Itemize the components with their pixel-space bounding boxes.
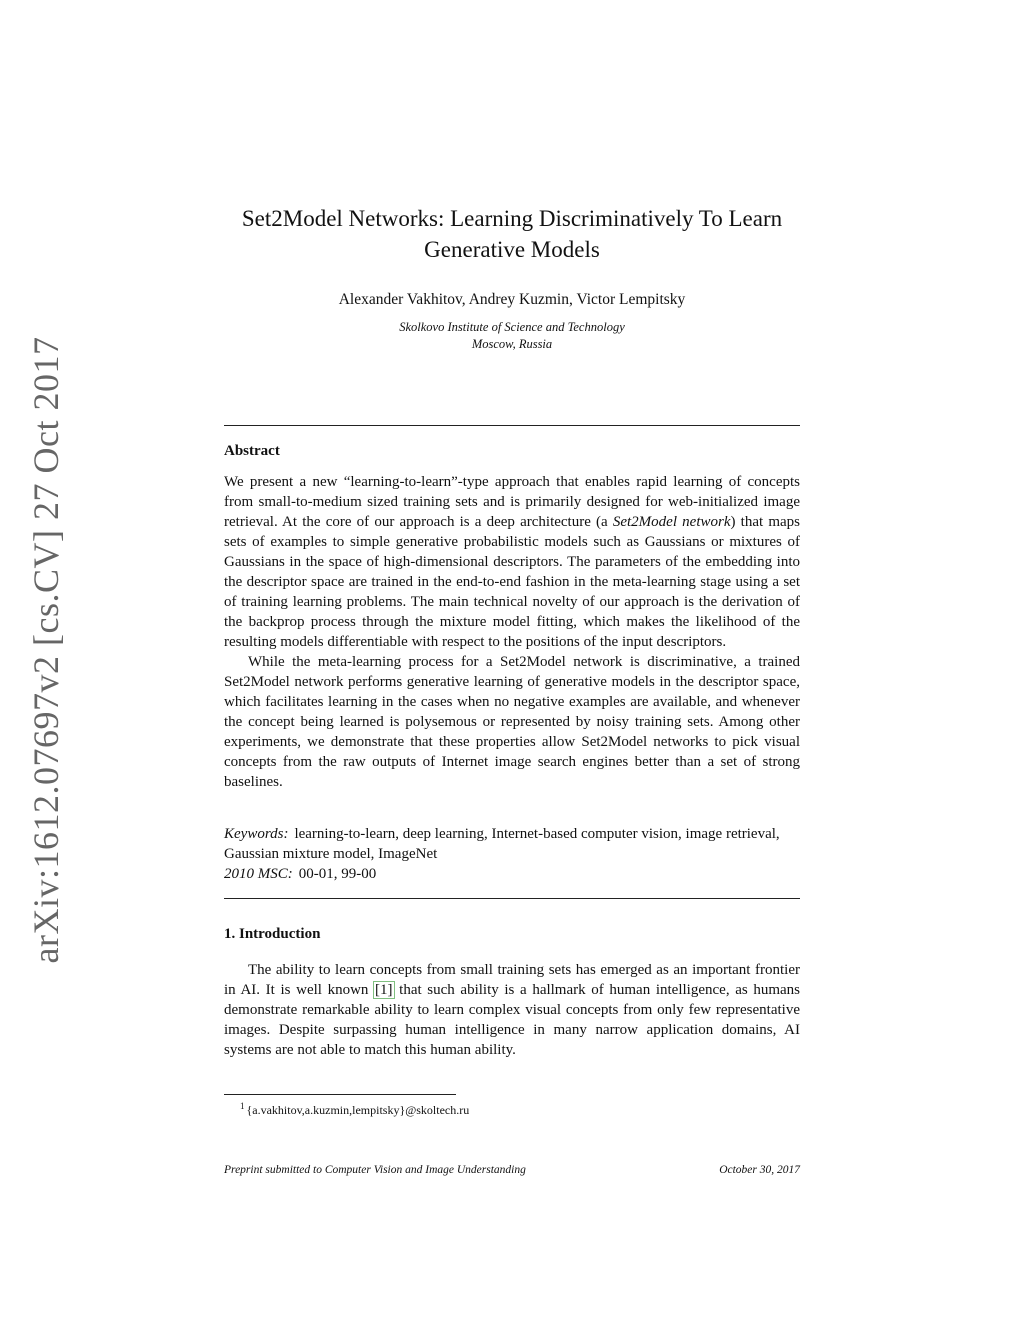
arxiv-side-stamp: arXiv:1612.07697v2 [cs.CV] 27 Oct 2017	[26, 336, 66, 964]
introduction-body	[224, 960, 800, 1060]
author-list: Alexander Vakhitov, Andrey Kuzmin, Victor Lempitsky	[338, 291, 686, 308]
title-line-1: Set2Model Networks: Learning Discriminatively To Learn	[241, 206, 783, 231]
footnote-mark: 1	[240, 1101, 245, 1111]
keywords-line	[224, 824, 800, 864]
affiliation-line-2: Moscow, Russia	[471, 337, 553, 351]
footer-date: October 30, 2017	[719, 1164, 800, 1176]
abstract-body	[224, 472, 800, 792]
affiliation	[200, 319, 824, 353]
msc-label: 2010 MSC:	[224, 866, 293, 882]
abstract-bottom-rule	[224, 898, 800, 899]
introduction-paragraph-1: The ability to learn concepts from small training sets has emerged as an important frontier in AI. It is well known [1] that such ability is a hallmark of human intelligence, as humans demonstrate remarkable ability to learn complex visual concepts from only few representative images. Despite surpassing human intelligence in many narrow application domains, AI systems are not able to match this human ability.	[224, 962, 800, 1058]
keywords-label: Keywords:	[224, 826, 289, 842]
footnote-emails: {a.vakhitov,a.kuzmin,lempitsky}@skoltech.ru	[246, 1103, 470, 1117]
footnote-rule	[224, 1094, 456, 1095]
abstract-paragraph-2: While the meta-learning process for a Set2Model network is discriminative, a trained Set2Model network performs generative learning of generative models in the descriptor space, which facilitates learning in the cases when no negative examples are available, and whenever the concept being learned is polysemous or represented by noisy training sets. Among other experiments, we demonstrate that these properties allow Set2Model networks to pick visual concepts from the raw outputs of Internet image search engines better than a set of strong baselines.	[224, 654, 800, 790]
abstract-heading: Abstract	[224, 443, 280, 459]
abstract-top-rule	[224, 425, 800, 426]
msc-text: 00-01, 99-00	[298, 866, 377, 882]
set2model-term: Set2Model network	[612, 514, 731, 530]
affiliation-line-1: Skolkovo Institute of Science and Technology	[399, 320, 625, 334]
keywords-block	[224, 824, 800, 884]
keywords-text: learning-to-learn, deep learning, Internet-based computer vision, image retrieval, Gaussian mixture model, ImageNet	[224, 826, 780, 862]
msc-line	[224, 864, 800, 884]
footer-journal: Preprint submitted to Computer Vision and Image Understanding	[224, 1164, 526, 1176]
citation-link-1[interactable]: [1]	[375, 982, 393, 998]
title-line-2: Generative Models	[424, 237, 600, 262]
abstract-paragraph-1: We present a new “learning-to-learn”-type approach that enables rapid learning of concepts from small-to-medium sized training sets and is primarily designed for web-initialized image retrieval. At the core of our approach is a deep architecture (a Set2Model network) that maps sets of examples to simple generative probabilistic models such as Gaussians or mixtures of Gaussians in the space of high-dimensional descriptors. The parameters of the embedding into the descriptor space are trained in the end-to-end fashion in the meta-learning stage using a set of training learning problems. The main technical novelty of our approach is the derivation of the backprop process through the mixture model fitting, which makes the likelihood of the resulting models differentiable with respect to the positions of the input descriptors.	[224, 474, 800, 650]
footnote	[240, 1098, 469, 1118]
introduction-heading: 1. Introduction	[224, 926, 321, 942]
paper-title	[200, 203, 824, 265]
